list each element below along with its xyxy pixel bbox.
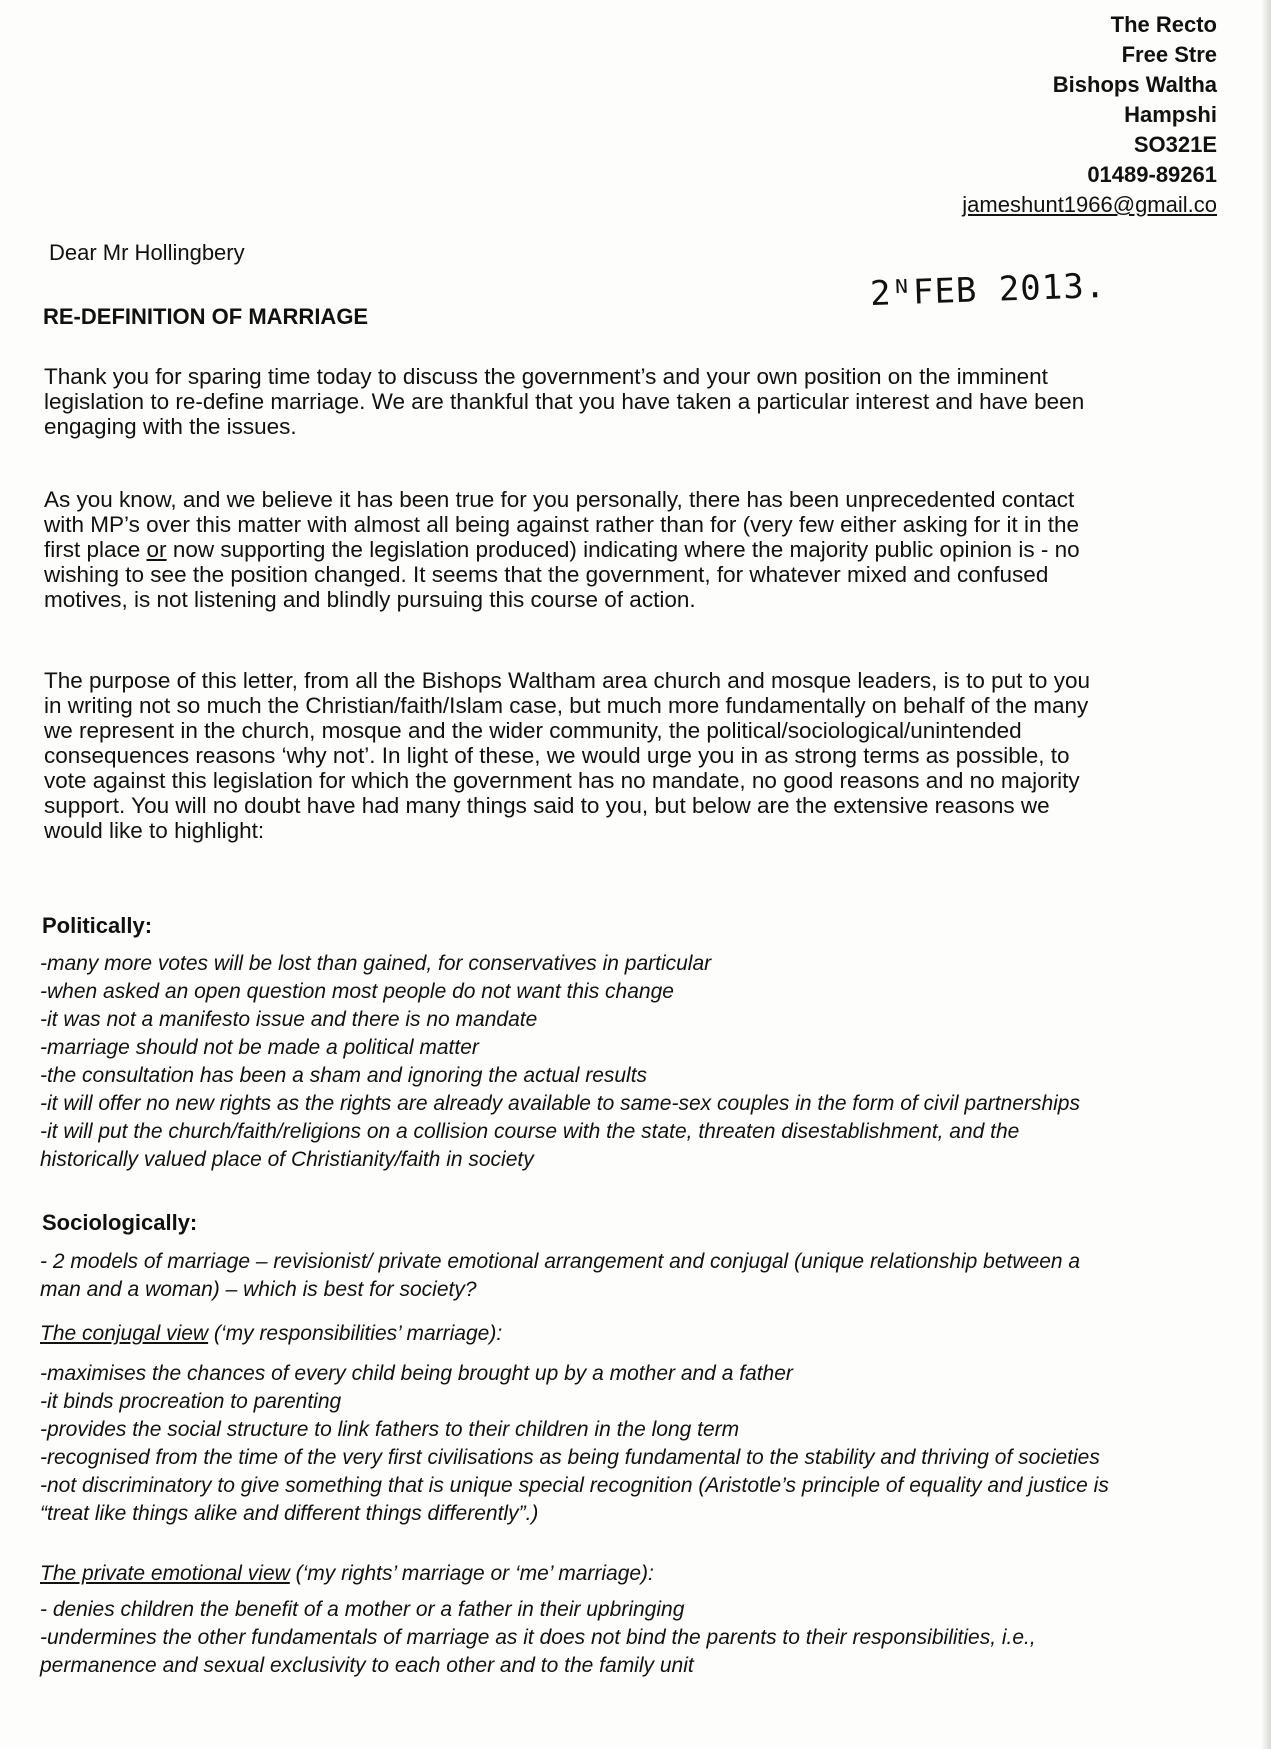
list-item: -it binds procreation to parenting [40, 1390, 342, 1413]
paragraph-line: engaging with the issues. [44, 414, 297, 439]
address-line: Free Stre [1121, 42, 1217, 67]
list-item: - 2 models of marriage – revisionist/ private emotional arrangement and conjugal (unique relationship between a [40, 1250, 1081, 1273]
section-heading-politically: Politically: [42, 913, 153, 938]
address-line: The Recto [1110, 12, 1217, 37]
underlined-title: The private emotional view [40, 1562, 290, 1585]
paragraph-line: motives, is not listening and blindly pursuing this course of action. [44, 587, 696, 612]
paragraph-contact [44, 487, 1229, 612]
list-item: - denies children the benefit of a mother or a father in their upbringing [40, 1598, 685, 1621]
emotional-view-heading [40, 1562, 654, 1586]
underlined-word: or [146, 537, 167, 562]
scan-edge-shadow [1261, 0, 1271, 1749]
paragraph-line: consequences reasons ‘why not’. In light of these, we would urge you in as strong terms as possible, to [44, 743, 1070, 768]
paragraph-line: legislation to re-define marriage. We are thankful that you have taken a particular interest and have been [44, 389, 1085, 414]
list-item: -it will put the church/faith/religions on a collision course with the state, threaten disestablishment, and the [40, 1120, 1020, 1143]
text-run: now supporting the legislation produced) indicating where the majority public opinion is - no [166, 537, 1080, 562]
list-item: man and a woman) – which is best for society? [40, 1278, 477, 1301]
conjugal-view-heading [40, 1322, 502, 1346]
list-item: -many more votes will be lost than gained, for conservatives in particular [40, 952, 712, 975]
politically-list [40, 950, 1080, 1174]
list-item: historically valued place of Christianity/faith in society [40, 1148, 534, 1171]
handwritten-date: 2ᴺFEB 2013. [869, 265, 1107, 315]
salutation: Dear Mr Hollingbery [49, 240, 245, 265]
paragraph-line: support. You will no doubt have had many things said to you, but below are the extensive reasons we [44, 793, 1050, 818]
paragraph-line: vote against this legislation for which the government has no mandate, no good reasons and no majority [44, 768, 1080, 793]
address-email: jameshunt1966@gmail.co [962, 192, 1217, 217]
list-item: -maximises the chances of every child being brought up by a mother and a father [40, 1362, 793, 1385]
section-heading-sociologically: Sociologically: [42, 1210, 198, 1235]
paragraph-line: with MP’s over this matter with almost all being against rather than for (very few either asking for it in the [44, 512, 1080, 537]
list-item: -the consultation has been a sham and ignoring the actual results [40, 1064, 648, 1087]
list-item: -it was not a manifesto issue and there is no mandate [40, 1008, 538, 1031]
list-item: -undermines the other fundamentals of marriage as it does not bind the parents to their responsibilities, i.e., [40, 1626, 1036, 1649]
paragraph-line: The purpose of this letter, from all the Bishops Waltham area church and mosque leaders, is to put to you [44, 668, 1090, 693]
underlined-title: The conjugal view [40, 1322, 209, 1345]
text-run: (‘my responsibilities’ marriage): [208, 1322, 503, 1345]
text-run: (‘my rights’ marriage or ‘me’ marriage): [289, 1562, 654, 1585]
letter-subject: RE-DEFINITION OF MARRIAGE [43, 304, 369, 329]
list-item: -provides the social structure to link fathers to their children in the long term [40, 1418, 740, 1441]
list-item: -marriage should not be made a political matter [40, 1036, 479, 1059]
text-run: first place [44, 537, 147, 562]
list-item: “treat like things alike and different things differently”.) [40, 1502, 539, 1525]
paragraph-line: would like to highlight: [44, 818, 265, 843]
paragraph-purpose [44, 668, 1229, 843]
paragraph-line: wishing to see the position changed. It seems that the government, for whatever mixed and confused [44, 562, 1049, 587]
emotional-view-list [40, 1596, 1036, 1680]
paragraph-line: Thank you for sparing time today to discuss the government’s and your own position on the imminent [44, 364, 1048, 389]
paragraph-intro [44, 364, 1229, 439]
list-item: -when asked an open question most people do not want this change [40, 980, 674, 1003]
paragraph-line: As you know, and we believe it has been true for you personally, there has been unprecedented contact [44, 487, 1075, 512]
sociologically-intro [40, 1248, 1080, 1304]
list-item: permanence and sexual exclusivity to each other and to the family unit [40, 1654, 694, 1677]
paragraph-line: we represent in the church, mosque and the wider community, the political/sociological/unintended [44, 718, 1022, 743]
address-postcode: SO321E [1133, 132, 1217, 157]
list-item: -not discriminatory to give something that is unique special recognition (Aristotle’s principle of equality and justice is [40, 1474, 1109, 1497]
conjugal-view-list [40, 1360, 1109, 1528]
address-line: Bishops Waltha [1052, 72, 1217, 97]
paragraph-line [44, 537, 1229, 562]
list-item: -it will offer no new rights as the rights are already available to same-sex couples in the form of civil partnerships [40, 1092, 1080, 1115]
list-item: -recognised from the time of the very first civilisations as being fundamental to the stability and thriving of societies [40, 1446, 1100, 1469]
paragraph-line: in writing not so much the Christian/faith/Islam case, but much more fundamentally on behalf of the many [44, 693, 1089, 718]
address-phone: 01489-89261 [1087, 162, 1217, 187]
sender-address [962, 10, 1217, 220]
address-line: Hampshi [1124, 102, 1217, 127]
